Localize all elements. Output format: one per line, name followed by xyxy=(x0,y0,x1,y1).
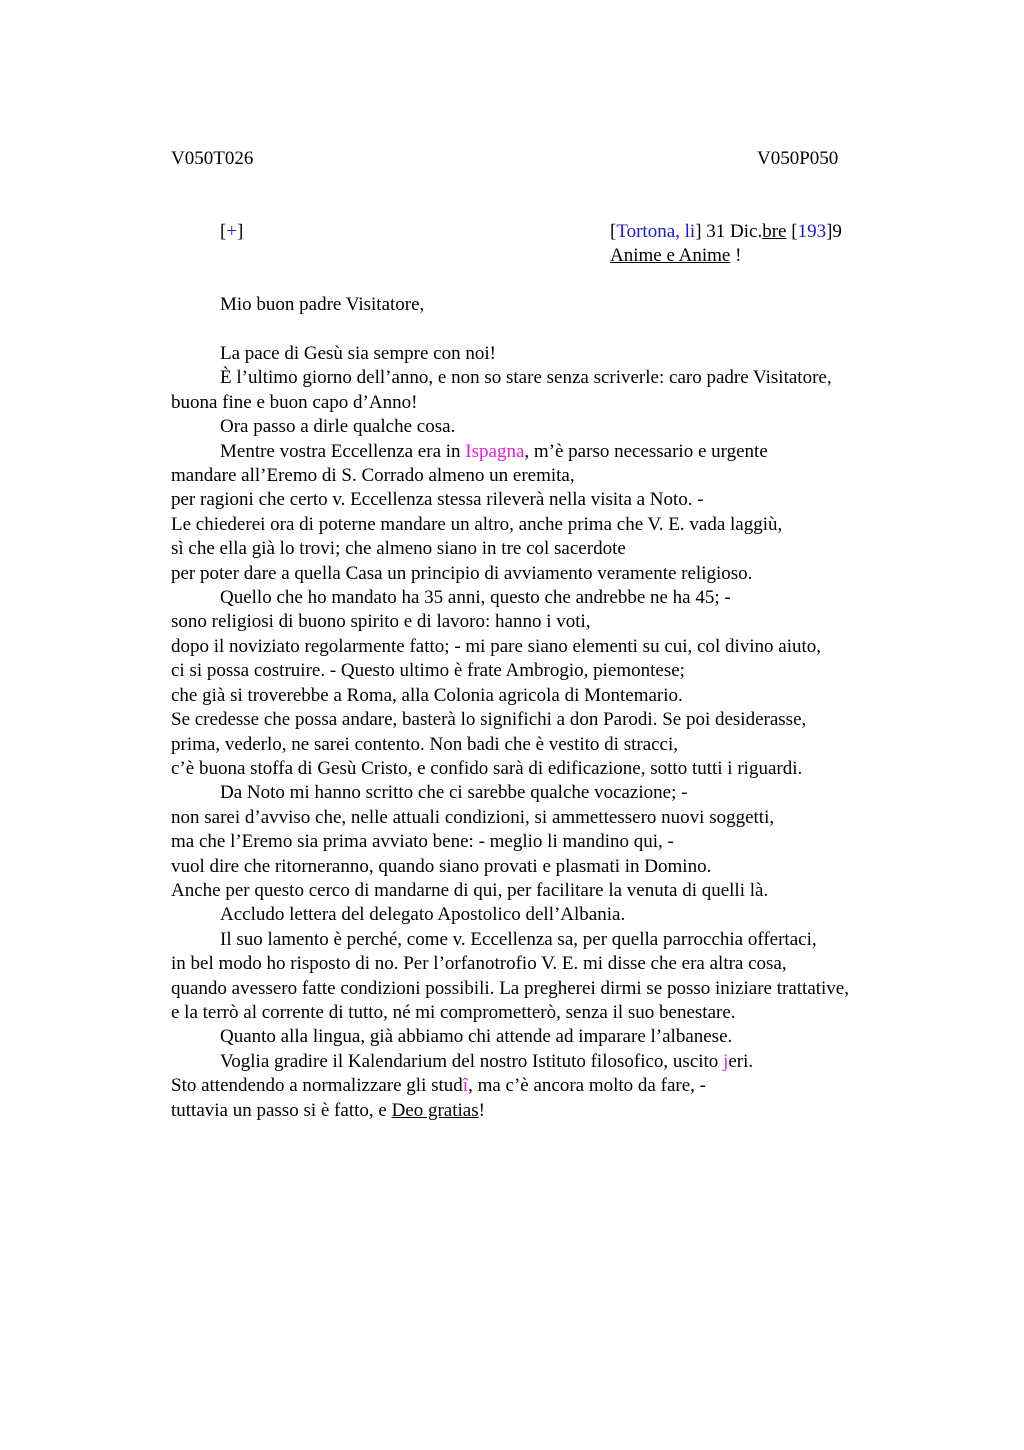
page-code: V050P050 xyxy=(757,148,839,169)
text-line: prima, vederlo, ne sarei contento. Non badi che è vestito di stracci, xyxy=(171,733,679,755)
closing-phrase: Deo gratias xyxy=(391,1099,479,1121)
text-line: Sto attendendo a normalizzare gli studî, ma c’è ancora molto da fare, - xyxy=(171,1075,706,1097)
text-line: quando avessero fatte condizioni possibili. La pregherei dirmi se posso iniziare trattative, xyxy=(171,977,849,999)
text-line: Mentre vostra Eccellenza era in Ispagna, m’è parso necessario e urgente xyxy=(220,440,768,462)
variant-letter: j xyxy=(723,1050,729,1072)
text-line: per poter dare a quella Casa un principio di avviamento veramente religioso. xyxy=(171,562,753,584)
cross-mark: [+] xyxy=(220,221,244,242)
text-line: Quanto alla lingua, già abbiamo chi attende ad imparare l’albanese. xyxy=(220,1026,733,1048)
variant-letter: î xyxy=(462,1075,469,1097)
text-line: Quello che ho mandato ha 35 anni, questo che andrebbe ne ha 45; - xyxy=(220,587,731,609)
place-date: [Tortona, li] 31 Dic.bre [193]9 xyxy=(610,221,842,242)
text-line: La pace di Gesù sia sempre con noi! xyxy=(220,343,496,364)
text-line: Il suo lamento è perché, come v. Eccellenza sa, per quella parrocchia offertaci, xyxy=(220,928,817,950)
text-line: Voglia gradire il Kalendarium del nostro Istituto filosofico, uscito jeri. xyxy=(220,1050,754,1072)
salutation: Mio buon padre Visitatore, xyxy=(220,294,425,315)
text-line: ci si possa costruire. - Questo ultimo è frate Ambrogio, piemontese; xyxy=(171,660,685,682)
text-line: in bel modo ho risposto di no. Per l’orfanotrofio V. E. mi disse che era altra cosa, xyxy=(171,953,787,975)
year-restored: 193 xyxy=(797,221,827,242)
text-line: Accludo lettera del delegato Apostolico dell’Albania. xyxy=(220,904,626,926)
text-line: buona fine e buon capo d’Anno! xyxy=(171,391,418,413)
text-line: ma che l’Eremo sia prima avviato bene: - meglio li mandino qui, - xyxy=(171,831,674,853)
text-line: mandare all’Eremo di S. Corrado almeno un eremita, xyxy=(171,465,575,487)
cross-icon: + xyxy=(226,221,238,242)
text-line: e la terrò al corrente di tutto, né mi comprometterò, senza il suo benestare. xyxy=(171,1001,736,1023)
letter-body xyxy=(171,342,911,1123)
text-line: tuttavia un passo si è fatto, e Deo gratias! xyxy=(171,1099,485,1121)
document-code: V050T026 xyxy=(171,148,254,169)
text-line: per ragioni che certo v. Eccellenza stessa rileverà nella visita a Noto. - xyxy=(171,489,704,511)
text-line: Ora passo a dirle qualche cosa. xyxy=(220,416,456,438)
text-line: dopo il noviziato regolarmente fatto; - mi pare siano elementi su cui, col divino aiuto, xyxy=(171,635,822,657)
text-line: Da Noto mi hanno scritto che ci sarebbe qualche vocazione; - xyxy=(220,782,688,804)
text-line: sì che ella già lo trovi; che almeno siano in tre col sacerdote xyxy=(171,538,626,560)
text-line: È l’ultimo giorno dell’anno, e non so stare senza scriverle: caro padre Visitatore, xyxy=(220,367,832,389)
text-line: che già si troverebbe a Roma, alla Colonia agricola di Montemario. xyxy=(171,684,683,706)
text-line: c’è buona stoffa di Gesù Cristo, e confido sarà di edificazione, sotto tutti i riguardi. xyxy=(171,757,803,779)
text-line: vuol dire che ritorneranno, quando siano provati e plasmati in Domino. xyxy=(171,855,712,877)
motto: Anime e Anime ! xyxy=(610,245,742,266)
text-line: sono religiosi di buono spirito e di lavoro: hanno i voti, xyxy=(171,611,591,633)
place-name: Tortona, li xyxy=(616,221,696,242)
variant-word: Ispagna xyxy=(465,440,525,462)
text-line: Anche per questo cerco di mandarne di qui, per facilitare la venuta di quelli là. xyxy=(171,879,769,901)
text-line: non sarei d’avviso che, nelle attuali condizioni, si ammettessero nuovi soggetti, xyxy=(171,806,775,828)
text-line: Se credesse che possa andare, basterà lo significhi a don Parodi. Se poi desiderasse, xyxy=(171,709,807,731)
dateline xyxy=(610,220,842,268)
text-line: Le chiederei ora di poterne mandare un altro, anche prima che V. E. vada laggiù, xyxy=(171,513,783,535)
